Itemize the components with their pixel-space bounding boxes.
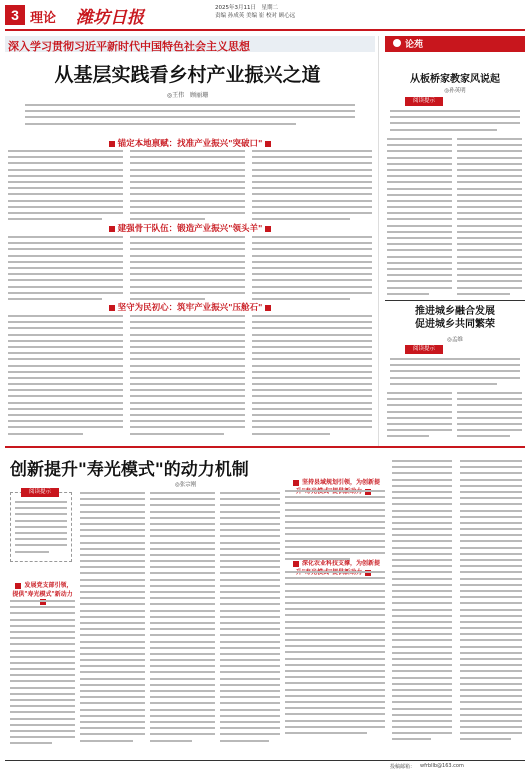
article2-author: ◎张宗刚 <box>175 482 197 488</box>
article1-col3b <box>252 236 372 304</box>
footer-email: wfrbllb@163.com <box>420 763 464 769</box>
article1-subhead-2: 建强骨干队伍：锻造产业振兴"领头羊" <box>60 222 320 234</box>
article2-reading-tip-box <box>10 489 72 562</box>
reading-tip-text <box>15 501 67 557</box>
article2-col1 <box>10 600 75 749</box>
header-editors: 责编 孙成英 美编 崔 校对 顾心远 <box>215 12 296 19</box>
section-circle-icon <box>393 39 401 47</box>
article1-subhead-1: 锚定本地禀赋：找准产业振兴"突破口" <box>60 137 320 149</box>
article1-col2a <box>130 150 245 224</box>
article1-col1c <box>8 315 123 439</box>
article1-col2b <box>130 236 245 304</box>
article1-col3a <box>252 150 372 224</box>
section-name: 理论 <box>30 11 57 26</box>
article2-col6 <box>392 460 452 745</box>
right-article2-author: ◎孟维 <box>447 337 463 343</box>
right-article1-col1 <box>387 138 452 299</box>
header-info <box>215 5 295 20</box>
right-article2-col2 <box>457 392 522 442</box>
right-article1-title: 从板桥家教家风说起 <box>410 74 500 85</box>
page-number: 3 <box>5 5 25 25</box>
footer-rule <box>5 760 525 761</box>
article2-subhead-2: 坚持县域规划引领，为创新提 <box>285 477 385 495</box>
reading-tip-tag-3: 阅读提示 <box>21 488 59 497</box>
article1-author: ◎王伟 顾丽珊 <box>166 92 209 99</box>
page-header <box>0 0 530 30</box>
article2-subhead-1: 发展党支部引领，提供"寿光模式"新动力 <box>10 580 75 605</box>
newspaper-logo: 潍坊日报 <box>76 8 144 28</box>
section-divider <box>5 446 525 448</box>
banner-title: 深入学习贯彻习近平新时代中国特色社会主义思想 <box>8 40 250 53</box>
right-article1-author: ◎孙英明 <box>444 88 466 94</box>
reading-tip-tag-2: 阅读提示 <box>405 345 443 354</box>
article1-title: 从基层实践看乡村产业振兴之道 <box>54 64 321 86</box>
right-article1-col2 <box>457 138 522 299</box>
right-article2-title: 推进城乡融合发展 促进城乡共同繁荣 <box>415 306 495 330</box>
right-section-name: 论苑 <box>405 40 424 50</box>
article2-title: 创新提升"寿光模式"的动力机制 <box>10 460 249 480</box>
article2-col4 <box>220 492 280 746</box>
article1-col1a <box>8 150 123 224</box>
right-article2-col1 <box>387 392 452 442</box>
article2-col2 <box>80 492 145 746</box>
right-article2-summary <box>390 358 520 389</box>
footer-label: 投稿邮箱： <box>390 764 416 770</box>
article1-col1b <box>8 236 123 304</box>
article2-col3 <box>150 492 215 746</box>
right-article1-summary <box>390 110 520 135</box>
column-divider <box>378 36 379 446</box>
article1-subhead-3: 坚守为民初心：筑牢产业振兴"压舱石" <box>60 301 320 313</box>
reading-tip-tag-1: 阅读提示 <box>405 97 443 106</box>
right-divider <box>385 300 525 301</box>
header-rule <box>5 29 525 31</box>
article2-subhead-3: 深化农业科技支撑，为创新提 <box>285 558 385 576</box>
article1-col2c <box>130 315 245 439</box>
article2-col5 <box>285 490 385 564</box>
article1-col3c <box>252 315 372 439</box>
article2-col5b <box>285 571 385 738</box>
header-date: 2025年3月11日 星期二 <box>215 5 278 11</box>
article2-col7 <box>460 460 522 745</box>
article1-abstract <box>25 104 355 132</box>
